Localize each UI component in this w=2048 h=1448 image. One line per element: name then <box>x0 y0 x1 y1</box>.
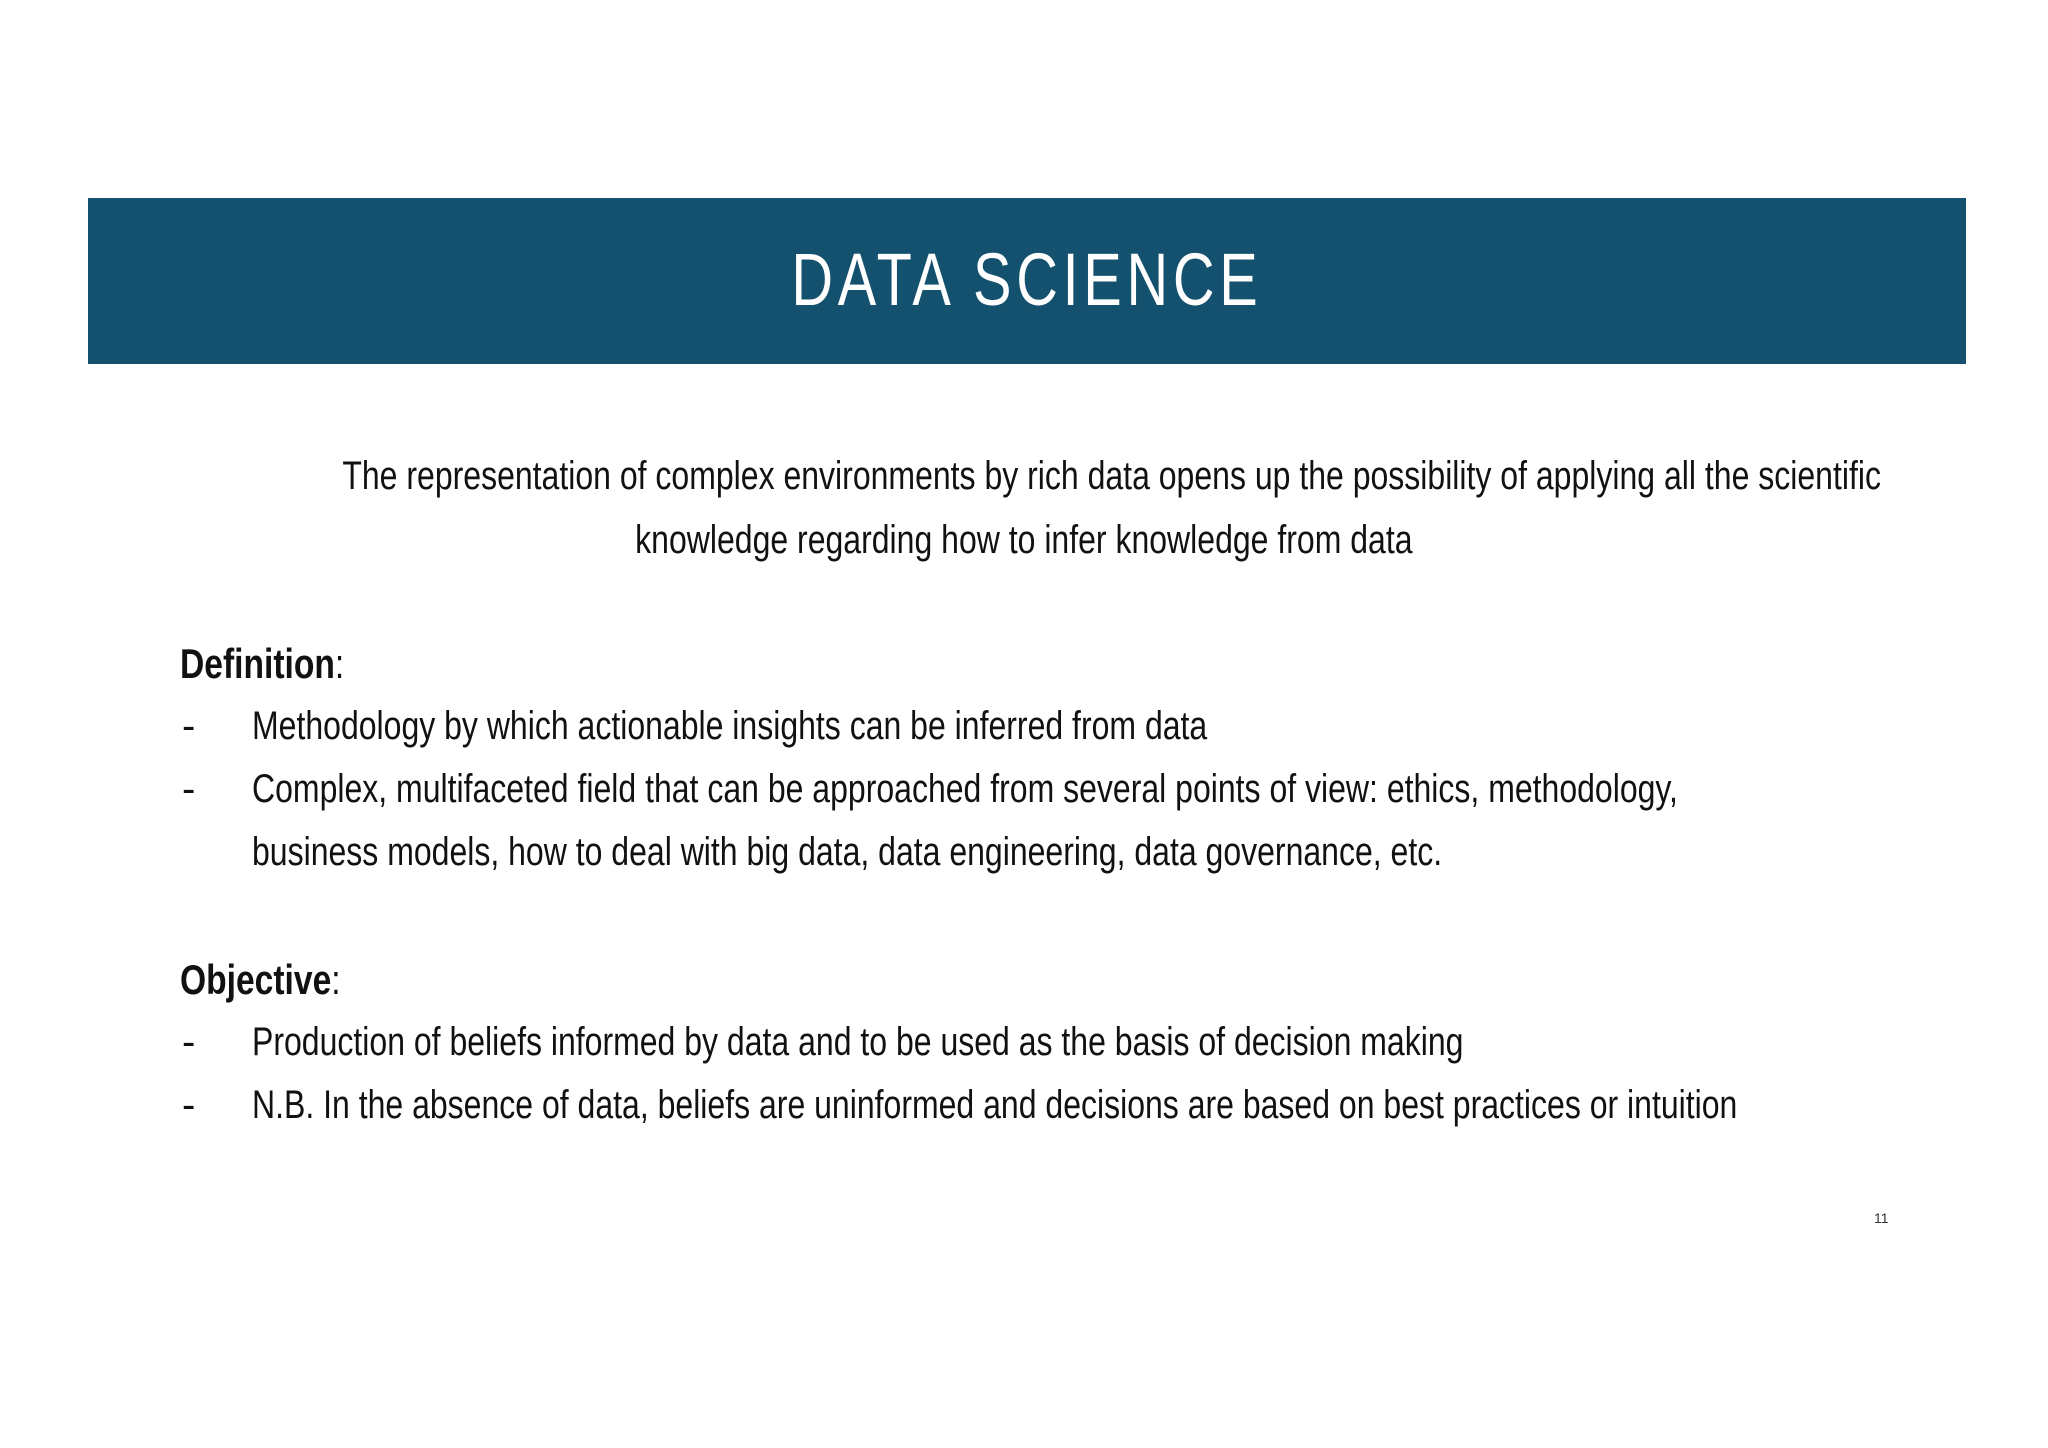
intro-line-1: The representation of complex environments by rich data opens up the possibility of applying all the scientific <box>342 454 1881 498</box>
intro-paragraph <box>150 444 1898 572</box>
definition-bullet <box>180 695 1940 758</box>
title-band <box>88 198 1966 364</box>
intro-line-2: knowledge regarding how to infer knowledge from data <box>635 518 1413 562</box>
bullet-dash: - <box>182 704 196 748</box>
objective-heading: Objective: <box>180 956 341 1003</box>
definition-heading: Definition: <box>180 640 345 687</box>
page-number: 11 <box>1874 1210 1889 1226</box>
bullet-dash: - <box>182 1083 196 1127</box>
objective-section <box>180 948 1940 1137</box>
definition-bullet-text: Methodology by which actionable insights can be inferred from data <box>252 704 1208 748</box>
objective-bullet <box>180 1011 1940 1074</box>
objective-bullet <box>180 1074 1940 1137</box>
definition-bullet-text-continued: business models, how to deal with big data, data engineering, data governance, etc. <box>252 830 1443 874</box>
bullet-dash: - <box>182 1020 196 1064</box>
objective-bullet-text: N.B. In the absence of data, beliefs are uninformed and decisions are based on best practices or intuition <box>252 1083 1738 1127</box>
objective-bullet-text: Production of beliefs informed by data and to be used as the basis of decision making <box>252 1020 1464 1064</box>
slide-title: DATA SCIENCE <box>791 237 1263 321</box>
definition-bullet <box>180 758 1940 884</box>
bullet-dash: - <box>182 767 196 811</box>
definition-bullet-text: Complex, multifaceted field that can be approached from several points of view: ethics, methodology, <box>252 767 1678 811</box>
definition-section <box>180 632 1940 884</box>
